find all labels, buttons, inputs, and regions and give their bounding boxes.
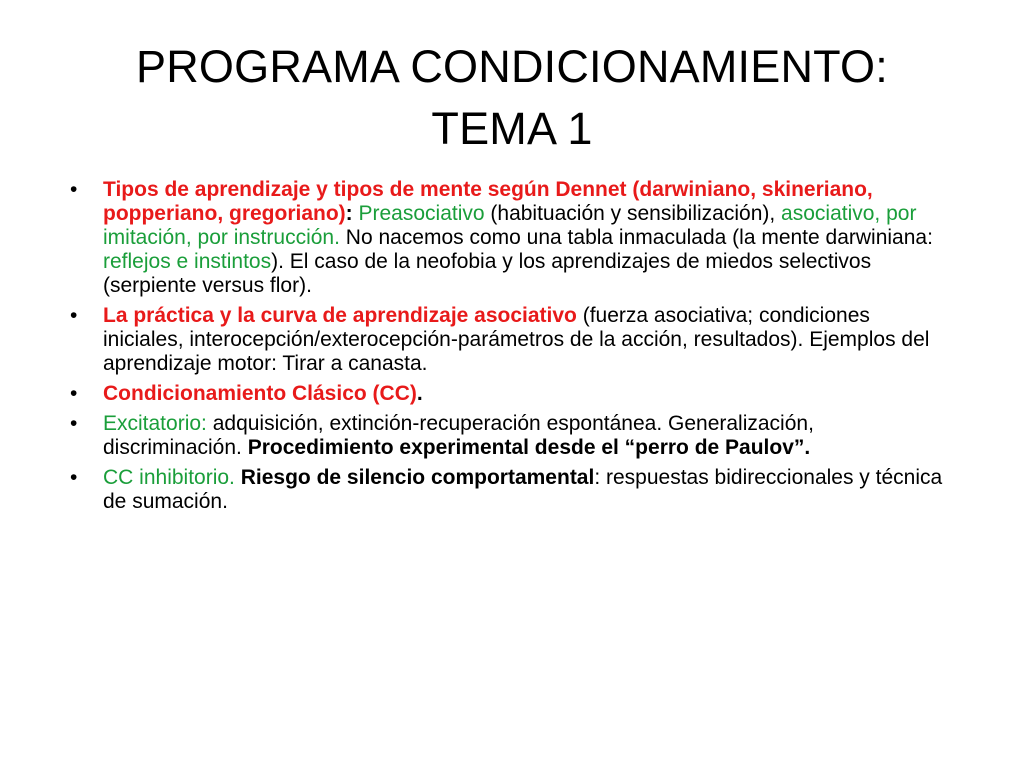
slide-title xyxy=(40,36,984,160)
segment: La práctica y la curva de aprendizaje asociativo xyxy=(103,304,577,327)
bullet-list xyxy=(70,178,950,520)
segment: Tipos de aprendizaje y tipos de mente según Dennet (darwiniano, skineriano, popperiano, gregoriano) xyxy=(103,178,873,225)
segment: Procedimiento experimental desde el “perro de Paulov”. xyxy=(247,436,811,459)
segment: ). El caso de la neofobia y los aprendizajes de miedos selectivos (serpiente versus flor). xyxy=(103,250,872,297)
segment: Excitatorio: xyxy=(103,412,207,435)
segment: Condicionamiento Clásico (CC) xyxy=(103,382,417,405)
segment: asociativo, por imitación, por instrucción. xyxy=(103,202,917,249)
slide-title-line-1: PROGRAMA CONDICIONAMIENTO: xyxy=(136,41,888,92)
segment: : xyxy=(345,202,359,225)
segment: No nacemos como una tabla inmaculada (la mente darwiniana: xyxy=(339,226,933,249)
bullet-dot-icon: • xyxy=(70,304,78,327)
bullet-dot-icon: • xyxy=(70,382,78,405)
segment: : respuestas bidireccionales y técnica de sumación. xyxy=(103,466,943,513)
bullet-item-inhibitory xyxy=(70,466,950,514)
segment: Riesgo de silencio comportamental xyxy=(240,466,595,489)
segment: Preasociativo xyxy=(358,202,485,225)
segment: CC inhibitorio. xyxy=(103,466,235,489)
bullet-item-classical-conditioning xyxy=(70,382,950,406)
bullet-dot-icon: • xyxy=(70,178,78,201)
bullet-dot-icon: • xyxy=(70,466,78,489)
segment: (fuerza asociativa; condiciones iniciales, interocepción/exterocepción-parámetros de la acción, resultados). Ejemplos del aprendizaje motor: Tirar a canasta. xyxy=(103,304,930,375)
segment: reflejos e instintos xyxy=(103,250,272,273)
segment: adquisición, extinción-recuperación espontánea. Generalización, discriminación. xyxy=(103,412,814,459)
bullet-item-dennet-mind-types xyxy=(70,178,950,298)
segment: (habituación y sensibilización), xyxy=(484,202,782,225)
slide-title-line-2: TEMA 1 xyxy=(431,103,593,154)
bullet-item-excitatory xyxy=(70,412,950,460)
bullet-item-learning-curve xyxy=(70,304,950,376)
segment: . xyxy=(416,382,423,405)
bullet-dot-icon: • xyxy=(70,412,78,435)
